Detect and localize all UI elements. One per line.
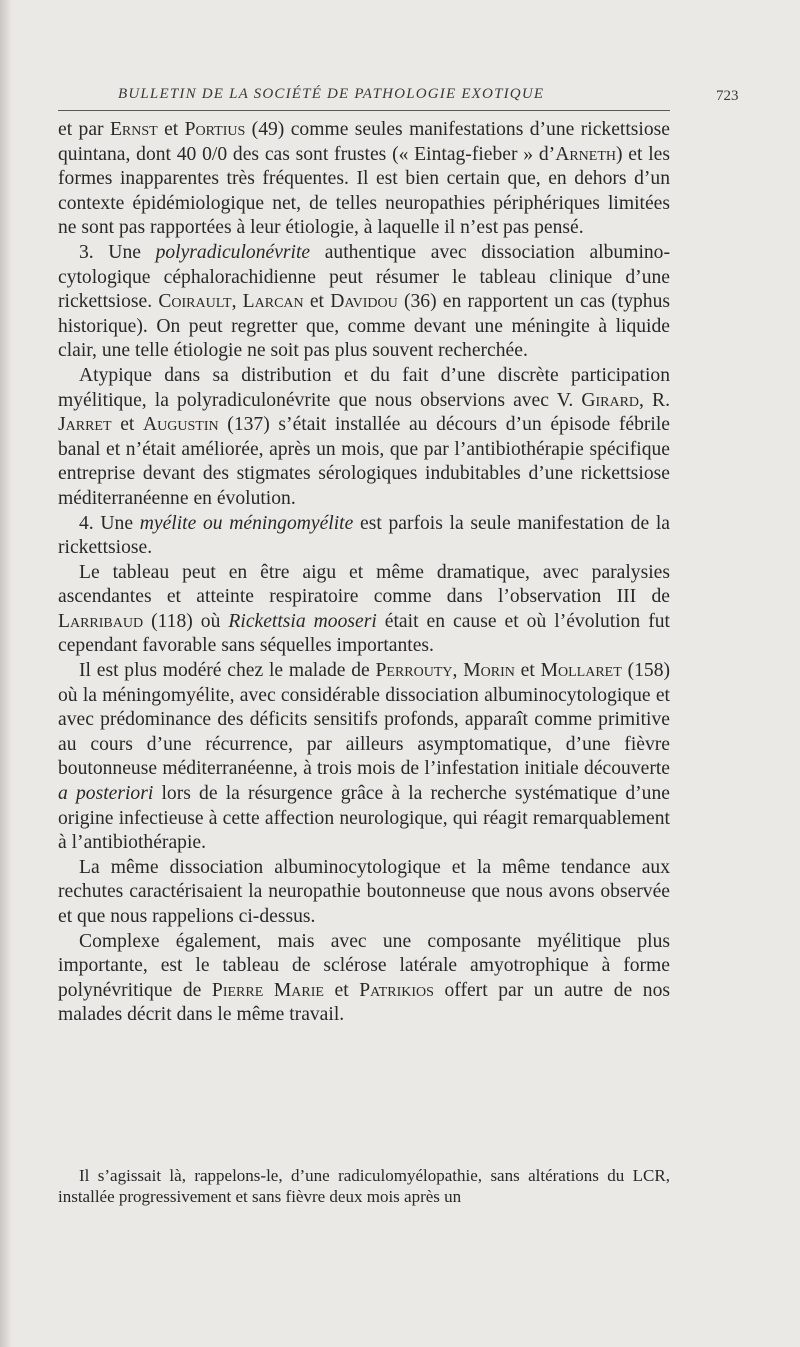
author-name: Girard (581, 389, 640, 411)
emphasis: Rickettsia mooseri (228, 610, 377, 632)
author-name: Pierre Marie (211, 979, 324, 1001)
author-name: Perrouty (375, 660, 453, 682)
paragraph-7: La même dissociation albuminocytologique et la même tendance aux rechutes caractérisaient la neuropathie boutonneuse que nous avons observée et que nous rappelions ci-dessus. (58, 856, 670, 927)
author-name: Larcan (242, 291, 304, 313)
author-name: Portius (184, 119, 246, 140)
author-name: Davidou (330, 291, 398, 313)
author-name: Augustin (143, 414, 219, 436)
main-text (58, 118, 670, 1028)
paragraph-1: et par Ernst et Portius (49) comme seules manifestations d’une rickettsiose quintana, dont 40 0/0 des cas sont frustes (« Eintag-fieber » d’Arneth) et les formes inapparentes très fréquentes. Il est bien certain que, en dehors d’un contexte épidémiologique net, de telles neuropathies périphériques limitées ne sont pas rapportées à leur étiologie, à laquelle il n’est pas pensé. (58, 119, 670, 239)
author-name: Jarret (58, 414, 112, 436)
author-name: Mollaret (540, 660, 622, 682)
footnote-text: Il s’agissait là, rappelons-le, d’une radiculomyélopathie, sans altérations du LCR, installée progressivement et sans fièvre deux mois après un (58, 1166, 670, 1206)
emphasis: polyradiculonévrite (155, 241, 311, 263)
emphasis: myélite ou méningomyélite (139, 512, 354, 534)
paragraph-3: Atypique dans sa distribution et du fait d’une discrète participation myélitique, la polyradiculonévrite que nous observions avec V. Girard, R. Jarret et Augustin (137) s’était installée au décours d’un épisode fébrile banal et n’était améliorée, après un mois, que par l’antibiothérapie spécifique entreprise devant des stigmates sérologiques indubitables d’une rickettsiose méditerranéenne en évolution. (58, 364, 671, 509)
author-name: Larribaud (58, 610, 144, 632)
author-name: Coirault (158, 291, 232, 313)
header-rule (58, 110, 670, 111)
author-name: Arneth (555, 143, 616, 165)
paragraph-2: 3. Une polyradiculonévrite authentique avec dissociation albumino-cytologique céphalorachidienne peut résumer le tableau clinique d’une rickettsiose. Coirault, Larcan et Davidou (36) en rapportent un cas (typhus historique). On peut regretter que, comme devant une méningite à liquide clair, une telle étiologie ne soit pas plus souvent recherchée. (58, 241, 671, 362)
author-name: Morin (463, 660, 515, 682)
author-name: Ernst (109, 119, 158, 140)
paragraph-4: 4. Une myélite ou méningomyélite est parfois la seule manifestation de la rickettsiose. (58, 512, 670, 559)
emphasis: a posteriori (58, 783, 154, 805)
paragraph-5: Le tableau peut en être aigu et même dramatique, avec paralysies ascendantes et atteinte respiratoire comme dans l’observation III de Larribaud (118) où Rickettsia mooseri était en cause et où l’évolution fut cependant favorable sans séquelles importantes. (58, 561, 670, 657)
running-header-title: BULLETIN DE LA SOCIÉTÉ DE PATHOLOGIE EXOTIQUE (118, 86, 545, 102)
paragraph-8: Complexe également, mais avec une composante myélitique plus importante, est le tableau de sclérose latérale amyotrophique à forme polynévritique de Pierre Marie et Patrikios offert par un autre de nos malades décrit dans le même travail. (58, 930, 670, 1026)
author-name: Patrikios (359, 979, 434, 1001)
paragraph-6: Il est plus modéré chez le malade de Perrouty, Morin et Mollaret (158) où la méningomyélite, avec considérable dissociation albuminocytologique et avec prédominance des déficits sensitifs profonds, apparaît comme primitive au cours d’une récurrence, par ailleurs asymptomatique, d’une fièvre boutonneuse méditerranéenne, à trois mois de l’infestation initiale découverte a posteriori lors de la résurgence grâce à la recherche systématique d’une origine infectieuse à cette affection neurologique, qui réagit remarquablement à l’antibiothérapie. (58, 660, 671, 854)
page-number: 723 (716, 88, 739, 104)
